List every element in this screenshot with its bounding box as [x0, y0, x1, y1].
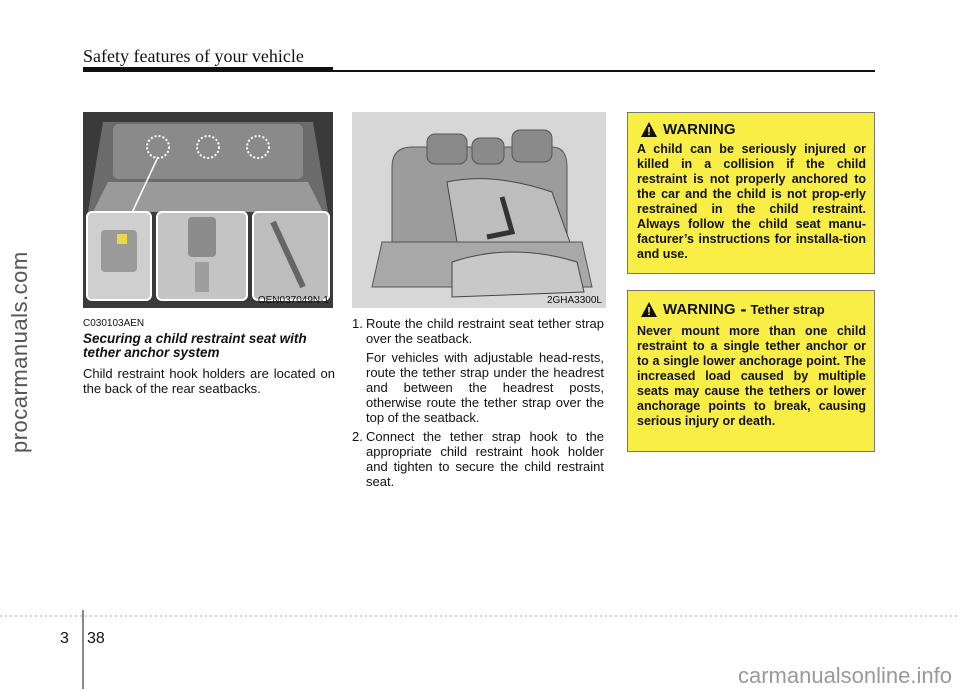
step-text: Connect the tether strap hook to the appropriate child restraint hook holder and tighten to secure the child restraint seat.: [366, 429, 604, 489]
warning-box-child-restraint: [627, 112, 875, 274]
warning-body: A child can be seriously injured or killed in a collision if the child restraint is not properly anchored to the car and the child is not prop-erly restrained in the child restraint. Always follow the child seat manu-facturer’s instructions for installa-tion and use.: [637, 142, 866, 261]
warning-title: WARNING: [663, 301, 736, 318]
step-number: 1.: [352, 316, 363, 331]
section-body-text: Child restraint hook holders are located on the back of the rear seatbacks.: [83, 366, 335, 396]
warning-subtitle: Tether strap: [750, 302, 825, 317]
cargo-area-illustration: [83, 112, 333, 308]
section-subheading: Securing a child restraint seat with tether anchor system: [83, 331, 307, 360]
instruction-steps: [352, 316, 604, 493]
warning-box-tether-strap: [627, 290, 875, 452]
rear-seat-figure: [352, 112, 606, 308]
step-number: 2.: [352, 429, 363, 444]
step-2: [352, 429, 604, 489]
bottom-watermark: carmanualsonline.info: [737, 663, 952, 688]
step-text: Route the child restraint seat tether strap over the seatback.: [366, 316, 604, 346]
warning-body: Never mount more than one child restraint to a single tether anchor or to a single lower anchorage point. The increased load caused by multiple seats may cause the tethers or lower anchorage points to break, causing serious injury or death.: [637, 324, 866, 428]
warning-title-dash: -: [740, 299, 747, 319]
step-1: [352, 316, 604, 425]
side-watermark: procarmanuals.com: [7, 251, 32, 453]
warning-triangle-icon: [641, 122, 657, 137]
warning-title: WARNING: [663, 121, 736, 138]
step-subtext: For vehicles with adjustable head-rests, route the tether strap under the headrest and between the headrest posts, otherwise route the tether strap over the top of the seatback.: [366, 350, 604, 425]
header-rule: [83, 70, 875, 72]
page-header-title: Safety features of your vehicle: [83, 46, 304, 66]
footer-page-number: 38: [87, 630, 105, 647]
footer-section-number: 3: [60, 630, 69, 647]
figure-label-left: OEN037049N-1: [257, 295, 329, 306]
section-code: C030103AEN: [83, 318, 145, 329]
figure-label-right: 2GHA3300L: [546, 295, 602, 306]
cargo-area-figure: [83, 112, 333, 308]
warning-triangle-icon: [641, 302, 657, 317]
rear-seat-illustration: [352, 112, 606, 308]
